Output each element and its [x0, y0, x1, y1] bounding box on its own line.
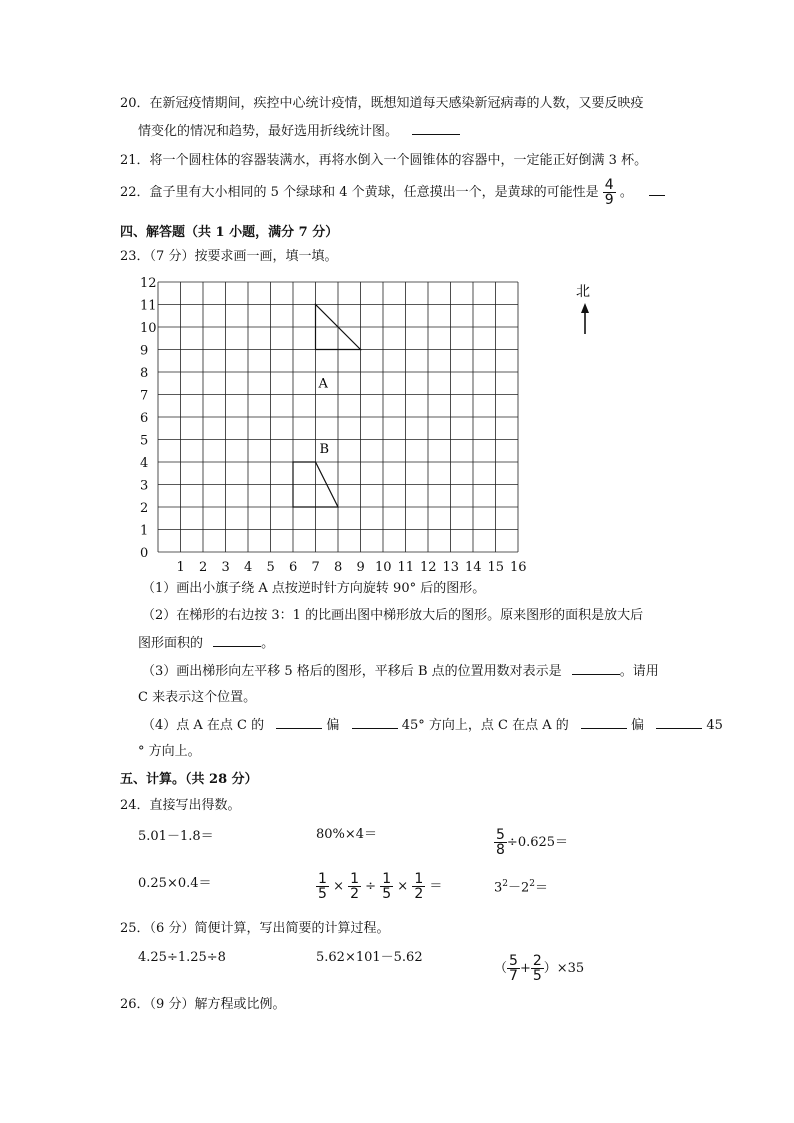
- frac-num: 1: [350, 871, 360, 887]
- q23-part2-text: 图形面积的: [138, 636, 204, 651]
- q23-part2-blank[interactable]: [213, 634, 261, 647]
- frac-num: 5: [496, 827, 505, 843]
- paren-open: （: [494, 961, 508, 976]
- frac-den: 2: [414, 886, 424, 902]
- y-tick-label: 0: [140, 546, 149, 561]
- x-tick-label: 3: [221, 560, 230, 575]
- y-tick-label: 12: [140, 276, 157, 291]
- frac-2: [531, 954, 544, 983]
- y-tick-label: 1: [140, 523, 149, 539]
- x-tick-label: 12: [420, 560, 437, 575]
- q23-header: 23．（7 分）按要求画一画，填一填。: [120, 249, 338, 264]
- q23-part4-blank1[interactable]: [276, 716, 322, 729]
- north-arrowhead-icon: [581, 303, 589, 313]
- section4-title: 四、解答题（共 1 小题，满分 7 分）: [120, 225, 339, 240]
- frac-den: 5: [532, 968, 542, 984]
- frac-den: 2: [350, 886, 360, 902]
- x-tick-label: 16: [510, 560, 527, 575]
- q23-part4-e: 45: [706, 718, 723, 733]
- frac-4: [412, 872, 425, 901]
- north-label: 北: [576, 284, 590, 300]
- equals: ＝: [535, 880, 549, 896]
- q26-header: 26．（9 分）解方程或比例。: [120, 997, 286, 1012]
- y-tick-label: 5: [140, 433, 149, 449]
- frac-3: [380, 872, 393, 901]
- q24-header: 24．直接写出得数。: [120, 798, 241, 813]
- q22-frac-den: 9: [604, 192, 614, 208]
- q23-part3-end: 。请用: [619, 664, 659, 679]
- frac-num: 1: [382, 871, 392, 887]
- q23-part2-end: 。: [261, 636, 275, 651]
- frac-den: 5: [318, 886, 327, 902]
- frac-2: [348, 872, 361, 901]
- q22-fraction: [603, 178, 616, 207]
- q22-answer-blank[interactable]: [649, 183, 665, 196]
- q23-part3-line2: C 来表示这个位置。: [138, 690, 257, 705]
- q24-expr2: 80%×4＝: [316, 827, 378, 842]
- x-tick-label: 6: [289, 560, 298, 575]
- q24-expr1: 5.01－1.8＝: [138, 829, 214, 844]
- x-tick-label: 13: [442, 560, 460, 575]
- q25-expr3: [494, 954, 584, 983]
- frac-den: 7: [509, 968, 518, 984]
- op: ×: [397, 879, 409, 894]
- q23-part1: （1）画出小旗子绕 A 点按逆时针方向旋转 90° 后的图形。: [142, 581, 486, 596]
- coordinate-grid: [138, 276, 618, 576]
- grid-lines: [158, 282, 518, 552]
- point-a-label: A: [318, 376, 328, 392]
- frac-1: [507, 954, 520, 983]
- q23-grid-figure: [138, 276, 618, 580]
- op: ×: [333, 879, 344, 894]
- q20-line2-text: 情变化的情况和趋势，最好选用折线统计图。: [138, 124, 399, 139]
- y-tick-label: 7: [140, 388, 149, 404]
- x-tick-label: 7: [311, 560, 320, 575]
- q23-part4-c: 45° 方向上，点 C 在点 A 的: [401, 718, 569, 733]
- y-tick-label: 4: [140, 456, 149, 471]
- y-tick-label: 11: [140, 298, 157, 314]
- q24-expr6: [494, 875, 548, 897]
- y-tick-label: 3: [140, 478, 149, 494]
- op: ÷: [365, 879, 377, 894]
- x-tick-label: 11: [397, 560, 415, 575]
- q20-line1: 20．在新冠疫情期间，疾控中心统计疫情，既想知道每天感染新冠病毒的人数，又要反映疫: [120, 96, 644, 111]
- q23-part4-a: （4）点 A 在点 C 的: [142, 718, 265, 733]
- x-tick-label: 9: [356, 560, 365, 575]
- x-tick-label: 10: [375, 560, 392, 575]
- frac-num: 5: [509, 953, 518, 969]
- q23-part2-line2: [138, 634, 274, 653]
- frac-num: 1: [318, 871, 327, 887]
- minus-base: －2: [508, 880, 530, 896]
- x-tick-label: 1: [176, 560, 185, 575]
- y-tick-label: 9: [140, 343, 149, 359]
- q23-part3-blank[interactable]: [572, 662, 620, 675]
- y-tick-label: 6: [140, 411, 149, 426]
- x-tick-label: 4: [244, 560, 253, 575]
- q23-part3-text: （3）画出梯形向左平移 5 格后的图形，平移后 B 点的位置用数对表示是: [142, 664, 562, 679]
- q22-after: 。: [619, 185, 633, 200]
- q23-part4-blank3[interactable]: [581, 716, 627, 729]
- x-tick-label: 5: [266, 560, 275, 575]
- q25-expr1: 4.25÷1.25÷8: [138, 950, 226, 965]
- q24-expr3: [494, 828, 568, 857]
- equals: ＝: [429, 879, 443, 894]
- q23-part4-blank4[interactable]: [656, 716, 702, 729]
- q24-expr3-frac: [494, 828, 507, 857]
- q23-part4-line1: [142, 716, 723, 735]
- x-tick-label: 8: [334, 560, 343, 575]
- base: 3: [494, 880, 503, 896]
- exponent: 2: [529, 879, 536, 889]
- frac-num: 2: [532, 953, 542, 969]
- paren-close-times: ）×35: [543, 961, 585, 976]
- q23-part4-b: 偏: [326, 718, 340, 733]
- q23-part4-blank2[interactable]: [352, 716, 398, 729]
- section5-title: 五、计算。（共 28 分）: [120, 772, 258, 787]
- plus: +: [519, 961, 531, 976]
- point-b-label: B: [319, 441, 330, 457]
- q24-expr4: 0.25×0.4＝: [138, 876, 212, 891]
- x-tick-label: 2: [199, 560, 208, 575]
- q24-expr3-rest: ÷0.625＝: [506, 835, 569, 850]
- frac-den: 8: [496, 842, 505, 858]
- q23-part4-line2: ° 方向上。: [138, 744, 201, 759]
- y-tick-label: 2: [140, 501, 149, 516]
- x-tick-label: 15: [487, 560, 505, 575]
- y-axis-labels: [140, 276, 157, 561]
- q20-line2: [138, 122, 460, 141]
- q22-text: 22．盒子里有大小相同的 5 个绿球和 4 个黄球，任意摸出一个，是黄球的可能性是: [120, 185, 599, 200]
- q23-part2-line1: （2）在梯形的右边按 3：1 的比画出图中梯形放大后的图形。原来图形的面积是放大后: [142, 608, 644, 623]
- y-tick-label: 8: [140, 366, 149, 381]
- q23-part3-line1: [142, 662, 659, 681]
- y-tick-label: 10: [140, 321, 157, 336]
- q21-text: 21．将一个圆柱体的容器装满水，再将水倒入一个圆锥体的容器中，一定能正好倒满 3 杯。: [120, 153, 648, 168]
- exponent: 2: [502, 879, 509, 889]
- q22-line: [120, 178, 665, 207]
- q20-answer-blank[interactable]: [412, 122, 460, 135]
- frac-1: [316, 872, 329, 901]
- q25-expr2: 5.62×101－5.62: [316, 950, 423, 965]
- x-tick-label: 14: [465, 560, 482, 575]
- q22-frac-num: 4: [604, 177, 614, 193]
- x-axis-labels: [177, 560, 527, 575]
- frac-den: 5: [382, 886, 392, 902]
- q23-part4-d: 偏: [631, 718, 645, 733]
- q25-header: 25．（6 分）简便计算，写出简要的计算过程。: [120, 921, 390, 936]
- q24-expr5: [316, 872, 442, 901]
- frac-num: 1: [414, 871, 424, 887]
